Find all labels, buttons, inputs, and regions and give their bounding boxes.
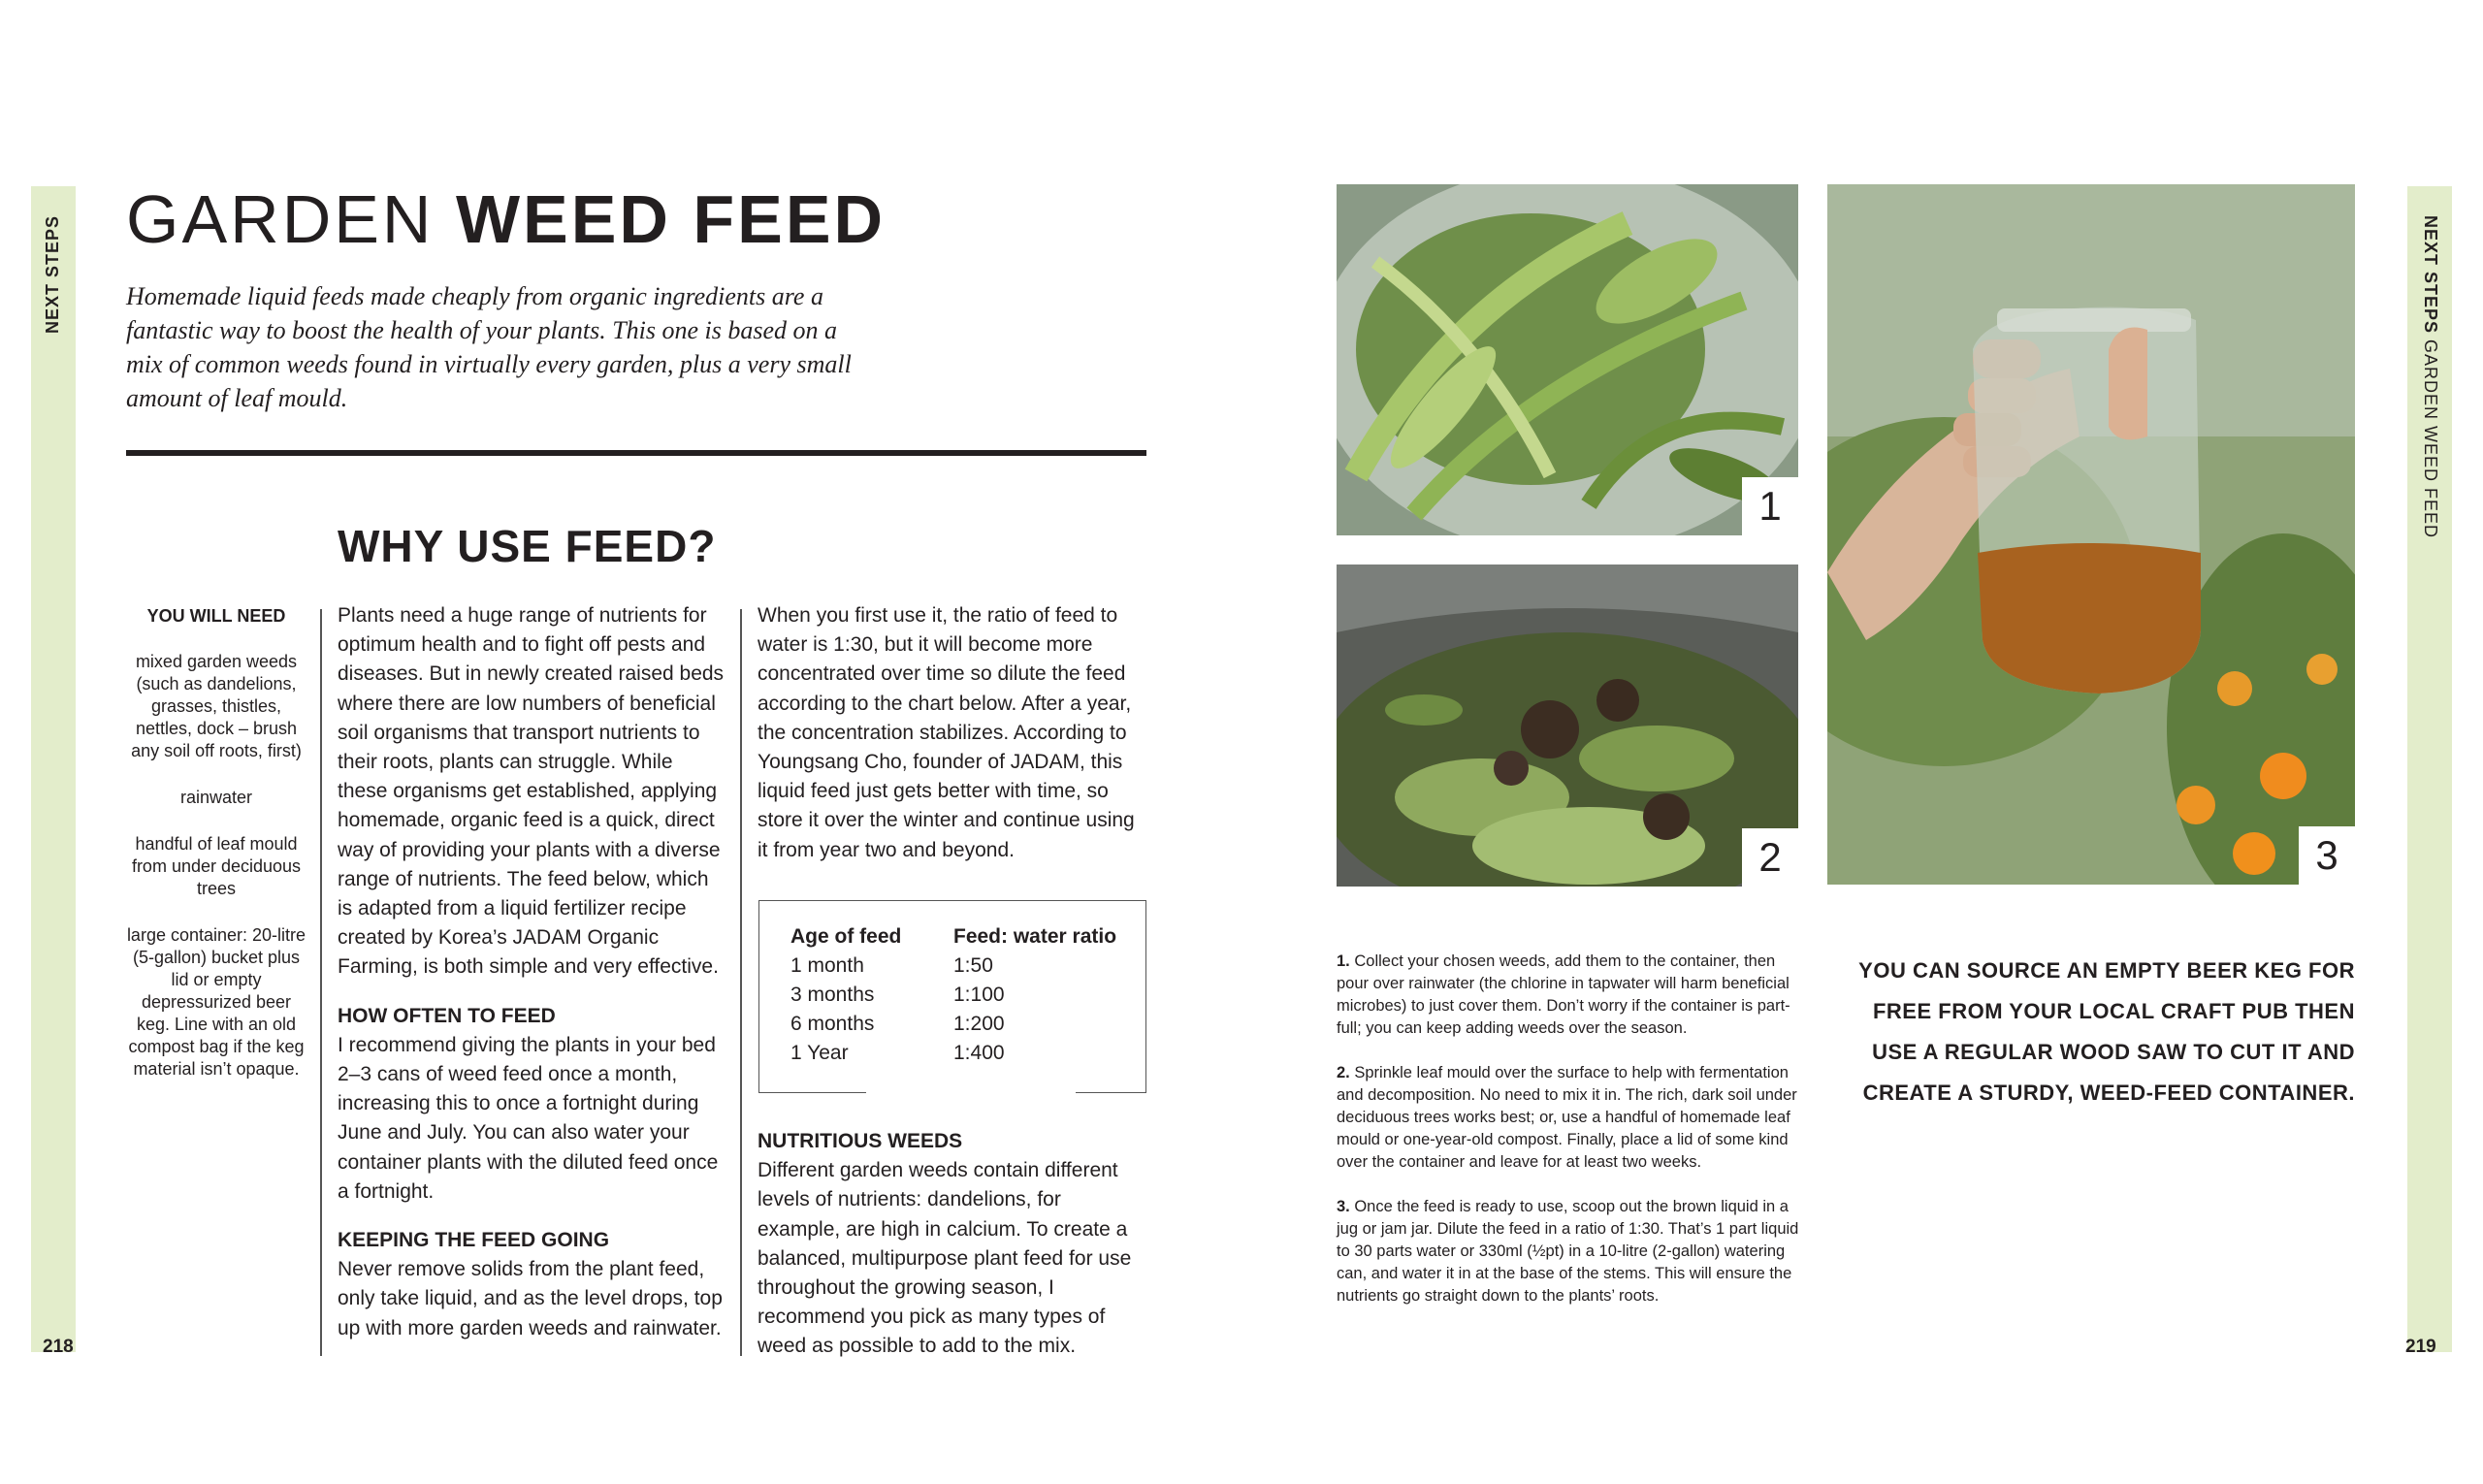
table-cell: 1 month (790, 954, 864, 977)
table-row (790, 1010, 1116, 1039)
table-cell: 1 Year (790, 1042, 849, 1064)
body-column-2 (758, 601, 1145, 865)
right-tab-label (2420, 215, 2440, 538)
right-tab-label-light: GARDEN WEED FEED (2421, 334, 2440, 539)
header-ratio: Feed: water ratio (953, 925, 1117, 948)
jar-of-feed-image (1827, 184, 2355, 885)
method-steps (1337, 951, 1802, 1330)
title-light: GARDEN (126, 181, 456, 257)
page-number-right: 219 (2405, 1337, 2436, 1357)
paragraph: Never remove solids from the plant feed, only take liquid, and as the level drops, top up with more garden weeds and rainwater. (338, 1258, 723, 1339)
table-header-row (790, 922, 1116, 952)
photo-leaf-mould (1337, 565, 1798, 887)
table-cell: 1:400 (953, 1042, 1005, 1064)
ratio-table-body (790, 922, 1116, 1068)
step-number: 3. (1337, 1198, 1350, 1215)
list-item: large container: 20-litre (5-gallon) bucket plus lid or empty depressurized beer keg. Line with an old compost bag if the keg material isn’t opaque. (126, 925, 306, 1079)
step-text: Collect your chosen weeds, add them to the container, then pour over rainwater (the chlorine in tapwater will harm beneficial microbes) to just cover them. Don’t worry if the container is part-full; you can keep adding weeds over the season. (1337, 952, 1790, 1037)
tip-callout: YOU CAN SOURCE AN EMPTY BEER KEG FOR FREE FROM YOUR LOCAL CRAFT PUB THEN USE A REGULAR WOOD SAW TO CUT IT AND CREATE A STURDY, WEED-FEED CONTAINER. (1858, 958, 2355, 1105)
heading-rule (126, 450, 1146, 456)
column-divider (740, 609, 742, 1356)
photo-weeds-in-water (1337, 184, 1798, 535)
table-cell: 1:200 (953, 1013, 1005, 1035)
step-3 (1337, 1196, 1802, 1307)
step-1 (1337, 951, 1802, 1040)
step-text: Sprinkle leaf mould over the surface to help with fermentation and decomposition. No need to mix it in. The rich, dark soil under deciduous trees works best; or, use a handful of homemade leaf mould or one-year-old compost. Finally, place a lid of some kind over the container and leave for at least two weeks. (1337, 1064, 1797, 1171)
table-border (759, 1092, 866, 1094)
step-number: 2. (1337, 1064, 1350, 1081)
page-title (126, 180, 886, 258)
table-border (1076, 1092, 1145, 1094)
right-tab-label-bold: NEXT STEPS (2421, 215, 2440, 335)
table-row (790, 952, 1116, 981)
you-will-need-heading: YOU WILL NEED (146, 606, 286, 626)
subheading-keeping-going: KEEPING THE FEED GOING (338, 1229, 610, 1252)
table-cell: 6 months (790, 1013, 875, 1035)
weeds-in-water-image (1337, 184, 1798, 535)
step-2 (1337, 1062, 1802, 1174)
paragraph: I recommend giving the plants in your bed 2–3 cans of weed feed once a month, increasing this to once a fortnight during June and July. You can also water your container plants with the diluted feed once a fortnight. (338, 1033, 719, 1203)
list-item: mixed garden weeds (such as dandelions, grasses, thistles, nettles, dock – brush any soil off roots, first) (131, 652, 302, 760)
left-tab-label: NEXT STEPS (43, 215, 62, 335)
body-column-1 (338, 601, 726, 1343)
table-cell: 1:100 (953, 984, 1005, 1006)
table-row (790, 981, 1116, 1010)
you-will-need-list (124, 605, 308, 1105)
right-side-tab (2407, 186, 2452, 1352)
ratio-table (758, 900, 1146, 1093)
table-cell: 1:50 (953, 954, 993, 977)
column-divider (320, 609, 322, 1356)
photo-number-3: 3 (2299, 826, 2355, 885)
left-side-tab (31, 186, 76, 1352)
title-bold: WEED FEED (455, 181, 887, 257)
table-row (790, 1039, 1116, 1068)
leaf-mould-image (1337, 565, 1798, 887)
subheading-how-often: HOW OFTEN TO FEED (338, 1004, 556, 1027)
table-cell: 3 months (790, 984, 875, 1006)
paragraph: When you first use it, the ratio of feed to water is 1:30, but it will become more concentrated over time so dilute the feed according to the chart below. After a year, the concentration stabilizes. According to Youngsang Cho, founder of JADAM, this liquid feed just gets better with time, so store it over the winter and continue using it from year two and beyond. (758, 604, 1135, 861)
page-number-left: 218 (43, 1337, 74, 1357)
photo-number-1: 1 (1742, 477, 1798, 535)
body-column-2-lower (758, 1127, 1145, 1362)
list-item: handful of leaf mould from under deciduous trees (131, 834, 302, 898)
section-heading: WHY USE FEED? (338, 521, 717, 571)
header-age: Age of feed (790, 925, 902, 948)
paragraph: Different garden weeds contain different levels of nutrients: dandelions, for example, are high in calcium. To create a balanced, multipurpose plant feed for use throughout the growing season, I recommend you pick as many types of weed as possible to add to the mix. (758, 1159, 1132, 1358)
step-number: 1. (1337, 952, 1350, 970)
photo-number-2: 2 (1742, 828, 1798, 887)
paragraph: Plants need a huge range of nutrients for optimum health and to fight off pests and diseases. But in newly created raised beds where there are low numbers of beneficial soil organisms that transport nutrients to their roots, plants can struggle. While these organisms get established, applying homemade, organic feed is a quick, direct way of providing your plants with a diverse range of nutrients. The feed below, which is adapted from a liquid fertilizer recipe created by Korea’s JADAM Organic Farming, is both simple and very effective. (338, 604, 725, 979)
list-item: rainwater (179, 788, 253, 807)
photo-jar-of-feed (1827, 184, 2355, 885)
intro-text: Homemade liquid feeds made cheaply from organic ingredients are a fantastic way to boost the health of your plants. This one is based on a mix of common weeds found in virtually every garden, plus a very small amount of leaf mould. (126, 282, 852, 412)
subheading-nutritious-weeds: NUTRITIOUS WEEDS (758, 1130, 963, 1152)
step-text: Once the feed is ready to use, scoop out the brown liquid in a jug or jam jar. Dilute the feed in a ratio of 1:30. That’s 1 part liquid to 30 parts water or 330ml (½pt) in a 10-litre (2-gallon) watering can, and water it in at the base of the stems. This will ensure the nutrients go straight down to the plants’ roots. (1337, 1198, 1799, 1305)
